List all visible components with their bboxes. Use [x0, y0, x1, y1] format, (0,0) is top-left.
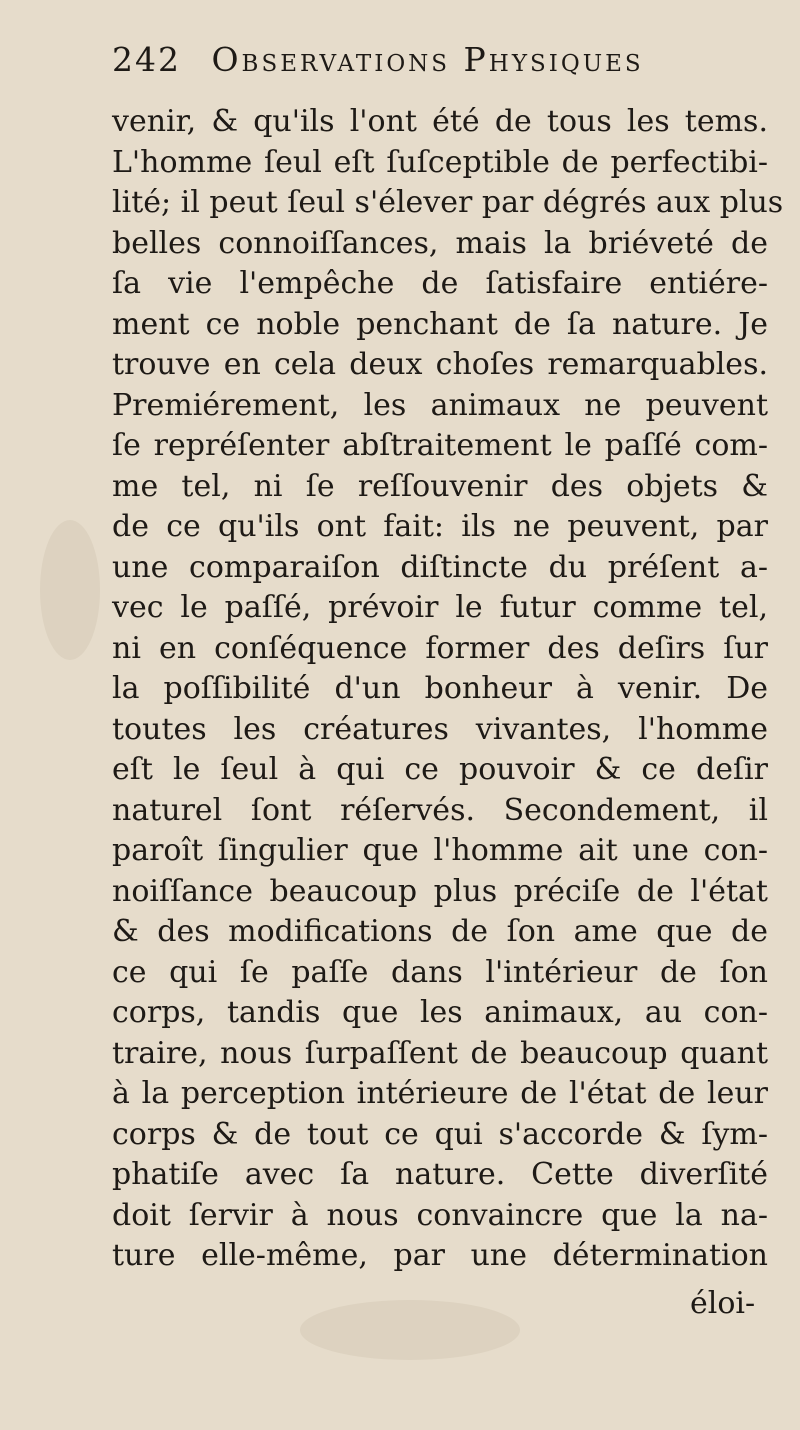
- text-line: traire, nous ſurpaſſent de beaucoup quant: [112, 1035, 768, 1071]
- paper-stain: [40, 520, 100, 660]
- text-line: phatiſe avec ſa nature. Cette diverſité: [112, 1157, 768, 1192]
- text-line: noiſſance beaucoup plus préciſe de l'état: [112, 873, 768, 909]
- catchword: éloi-: [690, 1286, 756, 1321]
- running-head: Observations Physiques: [211, 40, 644, 79]
- page-header: [112, 40, 732, 90]
- text-line: une comparaiſon diſtincte du préſent a-: [112, 549, 768, 585]
- text-line: me tel, ni ſe reſſouvenir des objets &: [112, 468, 768, 504]
- text-line: la poſſibilité d'un bonheur à venir. De: [112, 671, 768, 706]
- text-line: ſa vie l'empêche de ſatisfaire entiére-: [112, 266, 768, 301]
- text-line: ſe repréſenter abſtraitement le paſſé com-: [112, 428, 768, 463]
- text-line: venir, & qu'ils l'ont été de tous les tems.: [112, 104, 768, 139]
- text-line: naturel ſont réſervés. Secondement, il: [112, 792, 768, 828]
- text-line: ture elle-même, par une détermination: [112, 1238, 768, 1273]
- text-line: belles connoiſſances, mais la briéveté de: [112, 225, 768, 261]
- text-line: ce qui ſe paſſe dans l'intérieur de ſon: [112, 954, 768, 990]
- page-number: 242: [112, 40, 181, 79]
- text-line: vec le paſſé, prévoir le futur comme tel,: [112, 590, 768, 625]
- text-line: & des modifications de ſon ame que de: [112, 914, 768, 949]
- text-line: Premiérement, les animaux ne peuvent: [112, 387, 768, 423]
- text-line: paroît ſingulier que l'homme ait une con-: [112, 833, 768, 868]
- text-line: eſt le ſeul à qui ce pouvoir & ce deſir: [112, 752, 768, 787]
- text-line: ni en conſéquence former des deſirs ſur: [112, 630, 768, 666]
- text-line: L'homme ſeul eſt ſuſceptible de perfectibi-: [112, 144, 768, 180]
- text-line: à la perception intérieure de l'état de leur: [112, 1076, 768, 1111]
- paper-stain: [300, 1300, 520, 1360]
- body-text: [112, 102, 784, 1277]
- text-line: ment ce noble penchant de ſa nature. Je: [112, 306, 768, 342]
- text-line: toutes les créatures vivantes, l'homme: [112, 711, 768, 747]
- text-line: doit ſervir à nous convaincre que la na-: [112, 1197, 768, 1233]
- text-line: corps, tandis que les animaux, au con-: [112, 995, 768, 1030]
- text-line: trouve en cela deux choſes remarquables.: [112, 347, 768, 382]
- text-line: lité; il peut ſeul s'élever par dégrés aux plus: [112, 185, 784, 220]
- text-line: corps & de tout ce qui s'accorde & ſym-: [112, 1116, 768, 1152]
- text-line: de ce qu'ils ont fait: ils ne peuvent, par: [112, 509, 768, 544]
